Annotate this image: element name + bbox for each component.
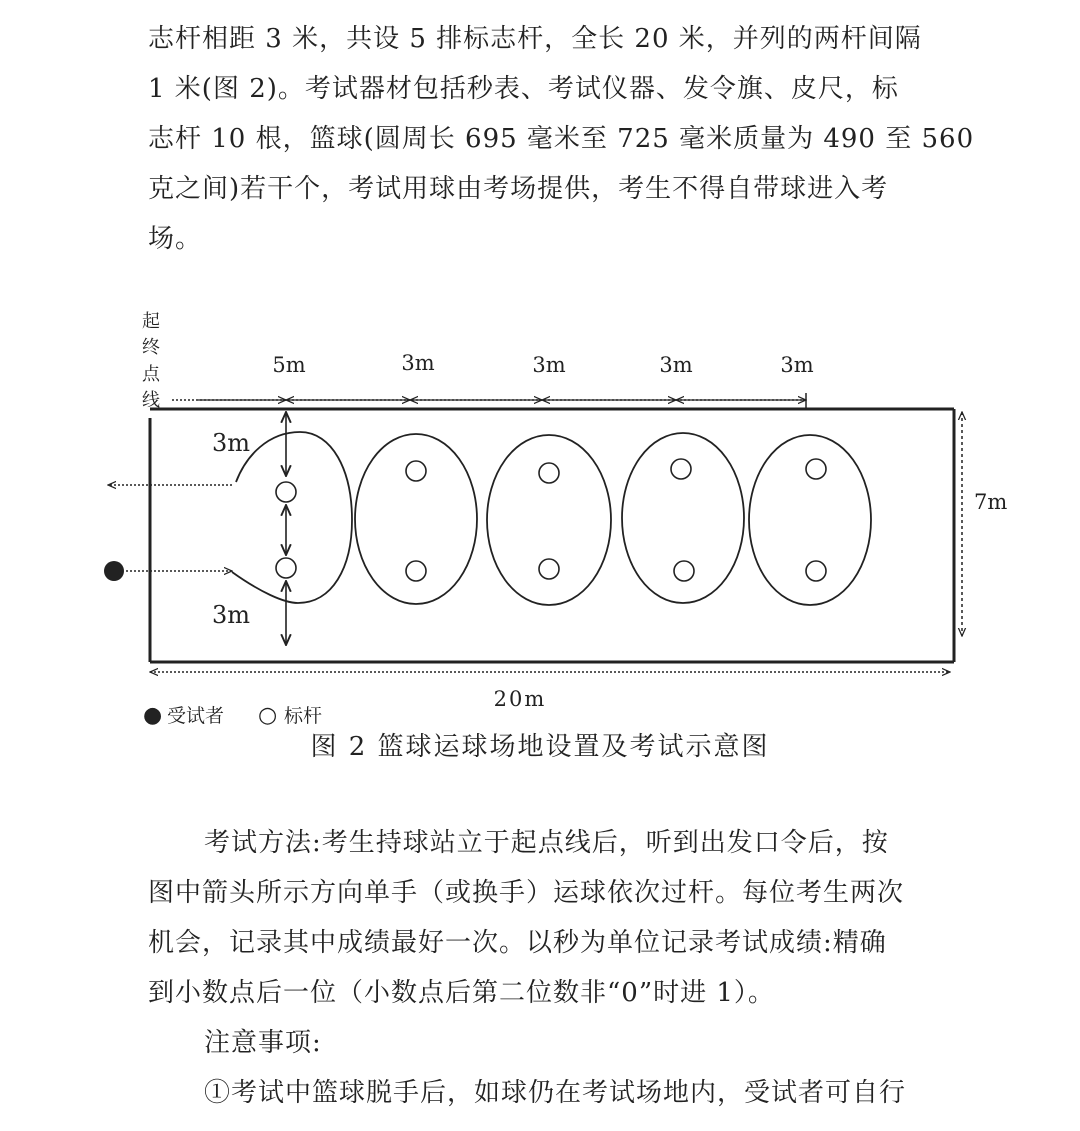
spacing-label-3m-4: 3m: [780, 353, 814, 377]
method-line-2: 图中箭头所示方向单手（或换手）运球依次过杆。每位考生两次: [148, 878, 905, 908]
participant-dot: [104, 561, 124, 581]
method-line-1: 考试方法:考生持球站立于起点线后，听到出发口令后，按: [204, 828, 889, 858]
width-label: 7m: [974, 490, 1008, 514]
pole-2a: [406, 461, 426, 481]
top-spacing-arrows: [198, 393, 806, 408]
pole-1a: [276, 482, 296, 502]
pole-4b: [674, 561, 694, 581]
figure-caption: 图 2 篮球运球场地设置及考试示意图: [310, 732, 770, 762]
pole-3b: [539, 559, 559, 579]
field-boundary: [150, 409, 954, 662]
pole-5a: [806, 459, 826, 479]
method-line-4: 到小数点后一位（小数点后第二位数非“0”时进 1）。: [148, 978, 775, 1008]
legend-participant-label: 受试者: [167, 705, 225, 727]
start-line-label-1: 起: [142, 311, 160, 332]
intro-line-2: 1 米(图 2)。考试器材包括秒表、考试仪器、发令旗、皮尺，标: [148, 74, 899, 104]
first-loop-path: [232, 432, 352, 603]
pole-5b: [806, 561, 826, 581]
intro-line-3: 志杆 10 根，篮球(圆周长 695 毫米至 725 毫米质量为 490 至 560: [148, 124, 975, 154]
method-line-3: 机会，记录其中成绩最好一次。以秒为单位记录考试成绩:精确: [148, 928, 887, 958]
intro-paragraph: [148, 14, 975, 264]
pole-1b: [276, 558, 296, 578]
start-line-label-3: 点: [142, 364, 160, 385]
length-label: 20m: [493, 687, 547, 711]
spacing-label-5m: 5m: [272, 353, 306, 377]
pole-2b: [406, 561, 426, 581]
spacing-label-3m-3: 3m: [659, 353, 693, 377]
left-upper-label: 3m: [212, 429, 251, 457]
legend-participant-symbol: ●: [143, 703, 163, 728]
pole-4a: [671, 459, 691, 479]
intro-line-1: 志杆相距 3 米，共设 5 排标志杆，全长 20 米，并列的两杆间隔: [148, 24, 922, 54]
intro-line-5: 场。: [148, 224, 203, 254]
note-1: ①考试中篮球脱手后，如球仍在考试场地内，受试者可自行: [204, 1078, 907, 1108]
legend-pole-symbol: ○: [258, 703, 278, 728]
notes-heading: 注意事项:: [204, 1028, 322, 1058]
dribble-course-diagram: [0, 290, 1080, 730]
start-line-label-2: 终: [142, 337, 160, 358]
legend-pole-label: 标杆: [284, 705, 323, 727]
intro-line-4: 克之间)若干个，考试用球由考场提供，考生不得自带球进入考: [148, 174, 889, 204]
start-line-label-4: 线: [142, 390, 160, 411]
spacing-label-3m-2: 3m: [532, 353, 566, 377]
left-lower-label: 3m: [212, 601, 251, 629]
spacing-label-3m-1: 3m: [401, 351, 435, 375]
method-paragraph: [148, 818, 948, 1118]
pole-3a: [539, 463, 559, 483]
